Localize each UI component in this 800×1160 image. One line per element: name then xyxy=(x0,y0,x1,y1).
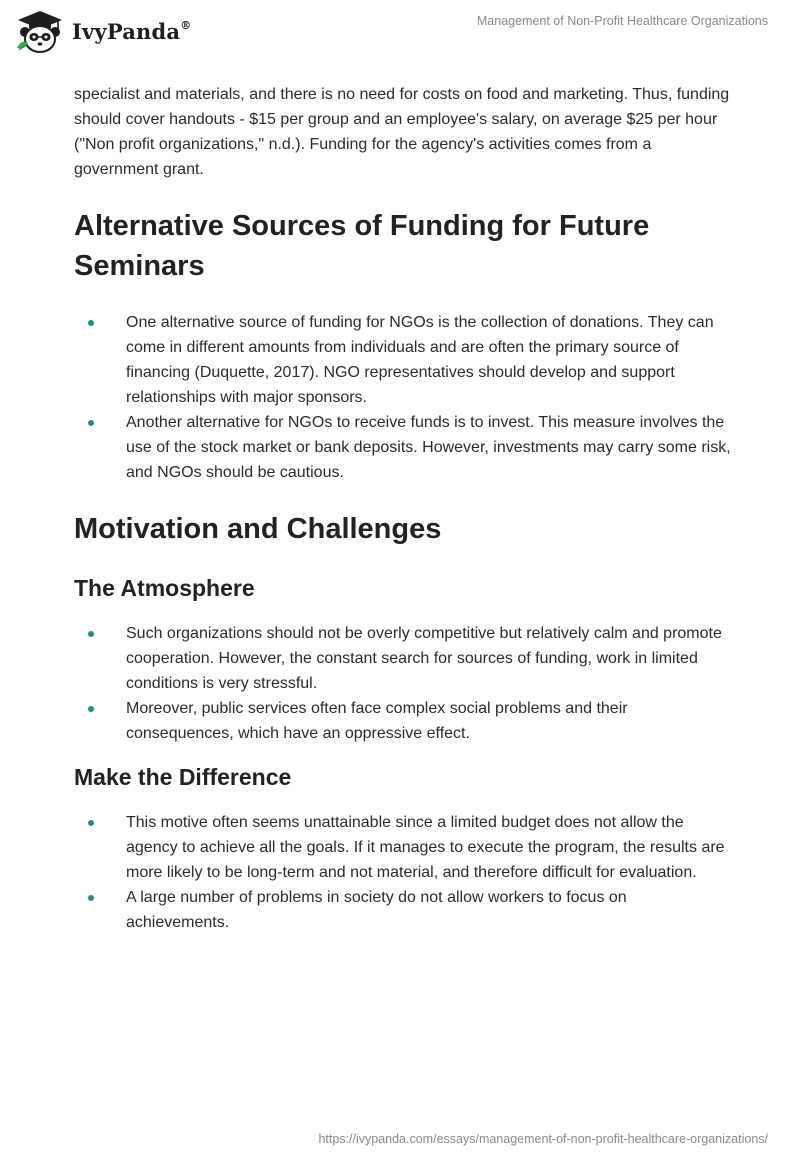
bullet-list-alternative-funding xyxy=(74,310,734,485)
bullet-icon xyxy=(88,895,94,901)
subsection-heading-make-difference: Make the Difference xyxy=(74,764,292,790)
list-item xyxy=(74,885,734,935)
logo-wordmark xyxy=(72,19,191,44)
list-item xyxy=(74,621,734,696)
list-item-text: Such organizations should not be overly competitive but relatively calm and promote cooperation. However, the constant search for sources of funding, work in limited conditions is very stressful. xyxy=(126,625,722,692)
logo-text: IvyPanda xyxy=(72,18,181,44)
list-item-text: This motive often seems unattainable since a limited budget does not allow the agency to achieve all the goals. If it manages to execute the program, the results are more likely to be long-term and not material, and therefore difficult for evaluation. xyxy=(126,814,725,881)
intro-paragraph: specialist and materials, and there is no need for costs on food and marketing. Thus, funding should cover handouts - $15 per group and an employee's salary, on average $25 per hour ("Non profit organizations," n.d.). Funding for the agency's activities comes from a government grant. xyxy=(74,86,730,178)
document-title: Management of Non-Profit Healthcare Organizations xyxy=(476,14,768,28)
bullet-list-atmosphere xyxy=(74,621,734,746)
list-item xyxy=(74,810,734,885)
bullet-icon xyxy=(88,820,94,826)
list-item xyxy=(74,310,734,410)
list-item xyxy=(74,410,734,485)
list-item-text: A large number of problems in society do not allow workers to focus on achievements. xyxy=(126,889,627,931)
ivypanda-logo[interactable] xyxy=(14,8,191,54)
section-heading-motivation: Motivation and Challenges xyxy=(74,513,442,545)
list-item-text: Moreover, public services often face complex social problems and their consequences, which have an oppressive effect. xyxy=(126,700,628,742)
bullet-list-make-difference xyxy=(74,810,734,935)
bullet-icon xyxy=(88,420,94,426)
list-item-text: Another alternative for NGOs to receive funds is to invest. This measure involves the use of the stock market or bank deposits. However, investments may carry some risk, and NGOs should be cautious. xyxy=(126,414,731,481)
list-item-text: One alternative source of funding for NGOs is the collection of donations. They can come in different amounts from individuals and are often the primary source of financing (Duquette, 2017). NGO representatives should develop and support relationships with major sponsors. xyxy=(126,314,714,406)
bullet-icon xyxy=(88,706,94,712)
bullet-icon xyxy=(88,631,94,637)
bullet-icon xyxy=(88,320,94,326)
section-heading-alternative-funding: Alternative Sources of Funding for Future Seminars xyxy=(74,210,650,282)
article-body xyxy=(74,82,734,935)
registered-mark: ® xyxy=(180,18,192,32)
panda-graduate-icon xyxy=(14,8,66,54)
list-item xyxy=(74,696,734,746)
page-header xyxy=(0,0,800,70)
subsection-heading-atmosphere: The Atmosphere xyxy=(74,575,255,601)
source-url[interactable]: https://ivypanda.com/essays/management-of-non-profit-healthcare-organizations/ xyxy=(318,1132,768,1146)
